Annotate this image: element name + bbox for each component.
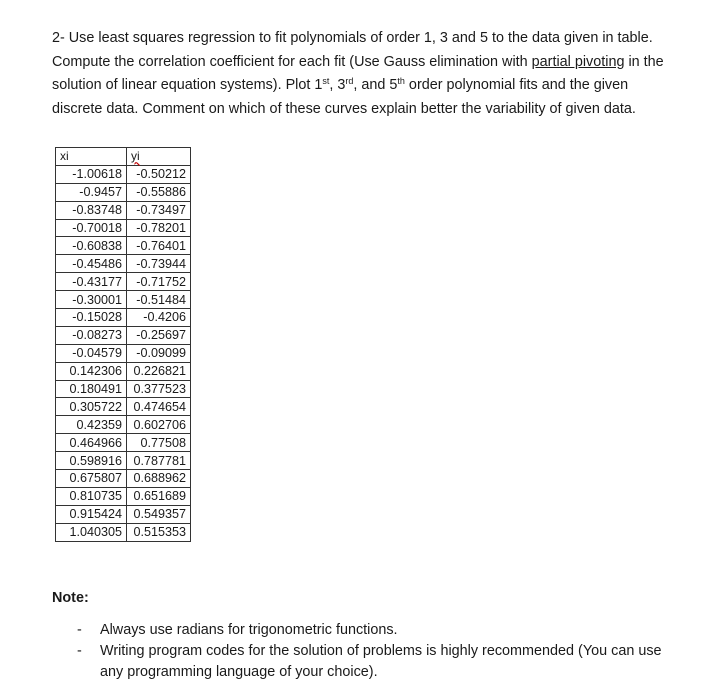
cell-x: -0.43177 (56, 273, 127, 291)
superscript-th: th (397, 76, 405, 86)
cell-x: -0.30001 (56, 291, 127, 309)
cell-y: -0.51484 (127, 291, 191, 309)
data-table (55, 147, 191, 542)
cell-y: -0.78201 (127, 219, 191, 237)
table-row (56, 380, 191, 398)
cell-y: 0.515353 (127, 523, 191, 541)
bullet-dash: - (77, 643, 82, 659)
table-row (56, 201, 191, 219)
table-row (56, 505, 191, 523)
superscript-st: st (322, 76, 330, 86)
problem-sep-2: , and 5 (353, 77, 398, 93)
superscript-rd: rd (345, 76, 354, 86)
cell-x: 1.040305 (56, 523, 127, 541)
cell-y: 0.651689 (127, 487, 191, 505)
problem-ending: order polynomial fits and the given discrete data. Comment on which of these curves explain better the variability of given data. (52, 77, 636, 117)
cell-y: -0.73944 (127, 255, 191, 273)
cell-y: -0.76401 (127, 237, 191, 255)
problem-sep-1: , 3 (329, 77, 346, 93)
problem-statement (52, 27, 672, 121)
cell-x: 0.598916 (56, 452, 127, 470)
cell-y: -0.73497 (127, 201, 191, 219)
cell-x: 0.675807 (56, 470, 127, 488)
cell-x: 0.305722 (56, 398, 127, 416)
table-row (56, 344, 191, 362)
table-row (56, 273, 191, 291)
table-row (56, 309, 191, 327)
table-row (56, 416, 191, 434)
table-row (56, 237, 191, 255)
table-row (56, 470, 191, 488)
table-row (56, 362, 191, 380)
cell-x: -0.04579 (56, 344, 127, 362)
cell-y: -0.25697 (127, 326, 191, 344)
problem-middle: in the solution of linear equation systems). Plot 1 (52, 53, 664, 93)
note-item-text: Always use radians for trigonometric functions. (100, 622, 398, 638)
cell-y: -0.50212 (127, 165, 191, 183)
cell-y: -0.4206 (127, 309, 191, 327)
cell-x: -0.9457 (56, 183, 127, 201)
bullet-dash: - (77, 622, 82, 638)
table-row (56, 326, 191, 344)
cell-y: 0.226821 (127, 362, 191, 380)
cell-y: 0.377523 (127, 380, 191, 398)
cell-x: -0.60838 (56, 237, 127, 255)
table-row (56, 255, 191, 273)
table-row (56, 291, 191, 309)
table-row (56, 434, 191, 452)
note-item (77, 620, 677, 641)
cell-x: -0.45486 (56, 255, 127, 273)
table-row (56, 398, 191, 416)
cell-x: 0.142306 (56, 362, 127, 380)
table-row (56, 487, 191, 505)
cell-y: 0.602706 (127, 416, 191, 434)
cell-x: -0.83748 (56, 201, 127, 219)
cell-x: -0.15028 (56, 309, 127, 327)
cell-x: -0.08273 (56, 326, 127, 344)
cell-x: 0.464966 (56, 434, 127, 452)
table-row (56, 219, 191, 237)
partial-pivoting-text: partial pivoting (531, 53, 625, 70)
cell-x: 0.42359 (56, 416, 127, 434)
cell-x: 0.810735 (56, 487, 127, 505)
table-row (56, 452, 191, 470)
table-body (56, 165, 191, 541)
cell-y: 0.549357 (127, 505, 191, 523)
cell-x: 0.915424 (56, 505, 127, 523)
problem-intro: 2- Use least squares regression to fit polynomials of order 1, 3 and 5 to the data given in table. Compute the correlation coefficient for each fit (Use Gauss elimination with (52, 30, 653, 70)
table-row (56, 183, 191, 201)
header-xi: xi (56, 148, 127, 166)
header-yi: yi (127, 148, 191, 166)
cell-y: 0.688962 (127, 470, 191, 488)
cell-y: -0.09099 (127, 344, 191, 362)
table-header-row (56, 148, 191, 166)
cell-y: -0.55886 (127, 183, 191, 201)
table-row (56, 523, 191, 541)
cell-x: -0.70018 (56, 219, 127, 237)
note-list (77, 620, 677, 683)
cell-y: -0.71752 (127, 273, 191, 291)
cell-x: 0.180491 (56, 380, 127, 398)
note-title: Note: (52, 590, 89, 606)
cell-y: 0.787781 (127, 452, 191, 470)
note-item-text: Writing program codes for the solution of problems is highly recommended (You can use any programming language of your choice). (100, 643, 662, 680)
cell-y: 0.474654 (127, 398, 191, 416)
cell-y: 0.77508 (127, 434, 191, 452)
table-row (56, 165, 191, 183)
cell-x: -1.00618 (56, 165, 127, 183)
note-item (77, 641, 677, 683)
